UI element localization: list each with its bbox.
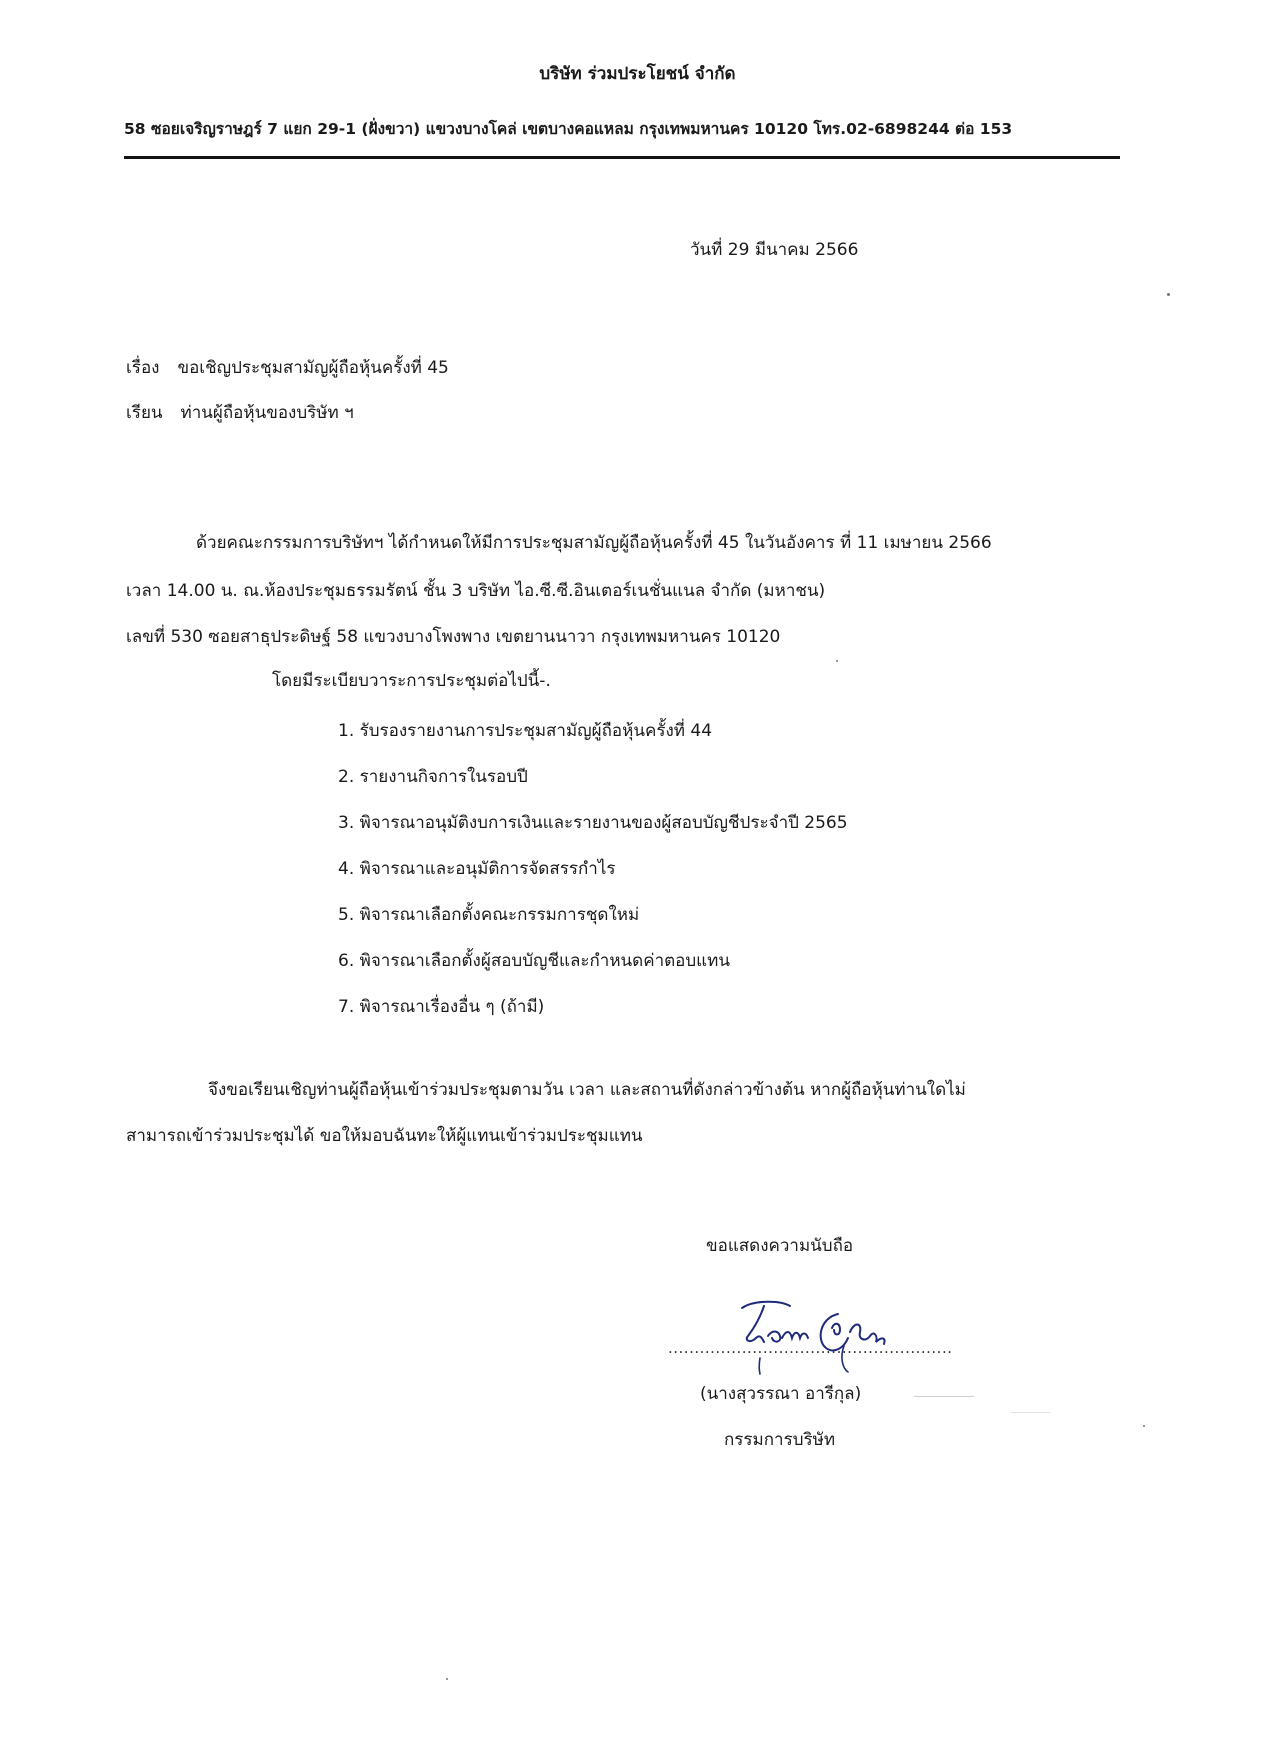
recipient-label: เรียน xyxy=(126,403,163,423)
agenda-item: 2. รายงานกิจการในรอบปี xyxy=(338,767,528,787)
body-line-1: ด้วยคณะกรรมการบริษัทฯ ได้กำหนดให้มีการประชุมสามัญผู้ถือหุ้นครั้งที่ 45 ในวันอังคาร ที่ 11 เมษายน 2566 xyxy=(196,533,992,553)
recipient-line xyxy=(126,399,354,426)
letter-date: วันที่ 29 มีนาคม 2566 xyxy=(690,240,859,260)
agenda-intro: โดยมีระเบียบวาระการประชุมต่อไปนี้-. xyxy=(272,671,551,691)
scan-speck xyxy=(836,660,838,662)
body-line-3: เลขที่ 530 ซอยสาธุประดิษฐ์ 58 แขวงบางโพงพาง เขตยานนาวา กรุงเทพมหานคร 10120 xyxy=(126,627,781,647)
subject-label: เรื่อง xyxy=(126,358,160,378)
subject-text: ขอเชิญประชุมสามัญผู้ถือหุ้นครั้งที่ 45 xyxy=(177,358,449,378)
closing-line-1: จึงขอเรียนเชิญท่านผู้ถือหุ้นเข้าร่วมประชุมตามวัน เวลา และสถานที่ดังกล่าวข้างต้น หากผู้ถือหุ้นท่านใดไม่ xyxy=(208,1080,966,1100)
agenda-item: 3. พิจารณาอนุมัติงบการเงินและรายงานของผู้สอบบัญชีประจำปี 2565 xyxy=(338,813,848,833)
signer-title: กรรมการบริษัท xyxy=(724,1430,836,1450)
closing-line-2: สามารถเข้าร่วมประชุมได้ ขอให้มอบฉันทะให้ผู้แทนเข้าร่วมประชุมแทน xyxy=(126,1126,643,1146)
signer-name: (นางสุวรรณา อารีกุล) xyxy=(700,1384,862,1404)
subject-line xyxy=(126,354,449,381)
regards-text: ขอแสดงความนับถือ xyxy=(706,1236,854,1256)
scan-speck xyxy=(1143,1425,1145,1427)
company-address: 58 ซอยเจริญราษฎร์ 7 แยก 29-1 (ฝั่งขวา) แขวงบางโคล่ เขตบางคอแหลม กรุงเทพมหานคร 10120 โทร.02-6898244 ต่อ 153 xyxy=(124,120,1013,138)
faint-scan-mark xyxy=(914,1396,974,1397)
body-line-2: เวลา 14.00 น. ณ.ห้องประชุมธรรมรัตน์ ชั้น 3 บริษัท ไอ.ซี.ซี.อินเตอร์เนชั่นแนล จำกัด (มหาชน) xyxy=(126,581,826,601)
agenda-item: 7. พิจารณาเรื่องอื่น ๆ (ถ้ามี) xyxy=(338,997,545,1017)
header-divider xyxy=(124,156,1120,159)
company-name: บริษัท ร่วมประโยชน์ จำกัด xyxy=(539,64,736,84)
agenda-item: 5. พิจารณาเลือกตั้งคณะกรรมการชุดใหม่ xyxy=(338,905,640,925)
signature-line: ...................................................... xyxy=(668,1339,953,1357)
agenda-item: 1. รับรองรายงานการประชุมสามัญผู้ถือหุ้นครั้งที่ 44 xyxy=(338,721,713,741)
faint-scan-mark xyxy=(1010,1412,1050,1413)
scan-speck xyxy=(446,1678,448,1680)
recipient-text: ท่านผู้ถือหุ้นของบริษัท ฯ xyxy=(180,403,354,423)
scan-speck xyxy=(1167,293,1170,296)
agenda-item: 6. พิจารณาเลือกตั้งผู้สอบบัญชีและกำหนดค่าตอบแทน xyxy=(338,951,730,971)
agenda-item: 4. พิจารณาและอนุมัติการจัดสรรกำไร xyxy=(338,859,616,879)
